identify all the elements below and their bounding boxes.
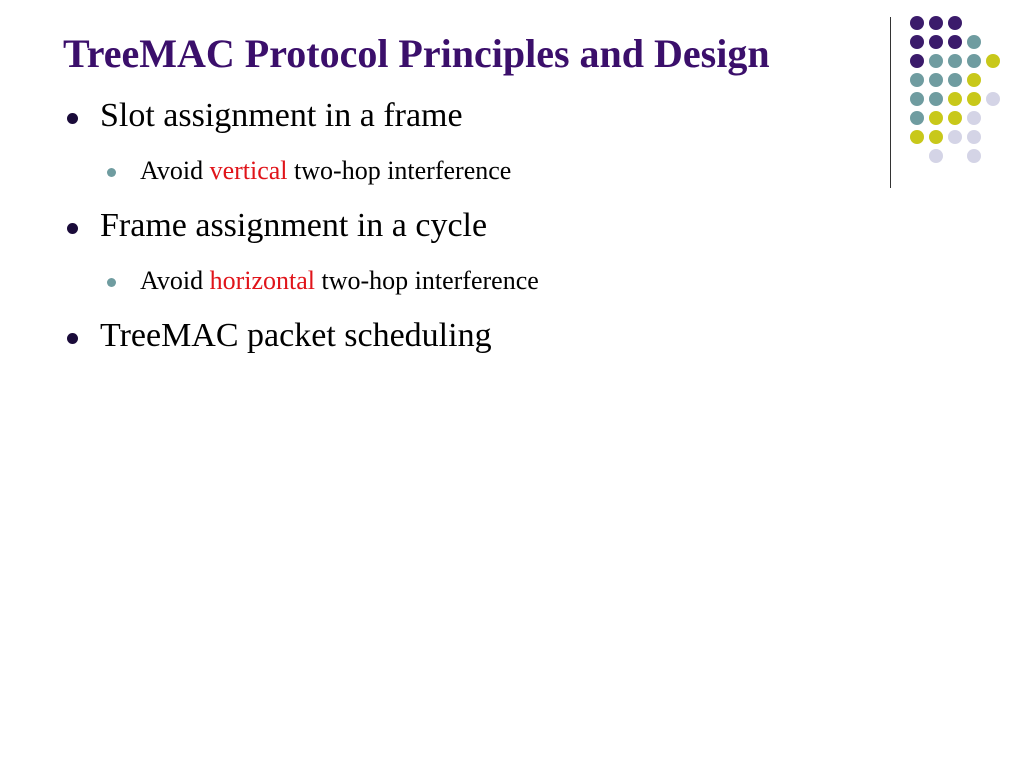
decor-dot bbox=[948, 92, 962, 106]
decor-dot bbox=[929, 149, 943, 163]
decor-dot bbox=[910, 16, 924, 30]
bullet-item: Slot assignment in a frame bbox=[100, 97, 463, 134]
decor-dot bbox=[910, 111, 924, 125]
bullet-dot-icon bbox=[67, 223, 78, 234]
decor-dot bbox=[967, 35, 981, 49]
decor-dot bbox=[967, 92, 981, 106]
decor-dot bbox=[948, 16, 962, 30]
sub-bullet-item bbox=[140, 265, 539, 296]
decor-dot bbox=[929, 16, 943, 30]
decor-dot bbox=[929, 92, 943, 106]
decor-dot bbox=[910, 130, 924, 144]
decor-dot bbox=[929, 54, 943, 68]
decor-dot bbox=[967, 73, 981, 87]
decor-dot bbox=[948, 54, 962, 68]
decor-dot bbox=[929, 111, 943, 125]
decor-dot bbox=[967, 130, 981, 144]
decor-dot bbox=[929, 130, 943, 144]
sub-bullet-suffix: two-hop interference bbox=[321, 266, 539, 295]
bullet-item: Frame assignment in a cycle bbox=[100, 207, 488, 244]
decor-dot bbox=[929, 73, 943, 87]
decor-dot bbox=[948, 111, 962, 125]
sub-bullet-highlight: vertical bbox=[209, 156, 288, 185]
decor-dot bbox=[948, 130, 962, 144]
decor-dot bbox=[910, 54, 924, 68]
decor-dot bbox=[967, 149, 981, 163]
decor-dot bbox=[929, 35, 943, 49]
bullet-dot-icon bbox=[67, 113, 78, 124]
decor-dot bbox=[910, 73, 924, 87]
sub-bullet-prefix: Avoid bbox=[140, 266, 204, 295]
decor-dot bbox=[910, 92, 924, 106]
bullet-dot-icon bbox=[67, 333, 78, 344]
sub-bullet-item bbox=[140, 155, 511, 186]
decor-dot bbox=[910, 35, 924, 49]
decor-dot bbox=[986, 92, 1000, 106]
sub-bullet-suffix: two-hop interference bbox=[294, 156, 512, 185]
sub-bullet-dot-icon bbox=[107, 278, 116, 287]
decor-dot bbox=[967, 111, 981, 125]
slide-title: TreeMAC Protocol Principles and Design bbox=[63, 31, 770, 76]
bullet-item: TreeMAC packet scheduling bbox=[100, 317, 492, 354]
sub-bullet-highlight: horizontal bbox=[209, 266, 315, 295]
decor-dot bbox=[948, 35, 962, 49]
decor-dot bbox=[986, 54, 1000, 68]
decor-dot bbox=[948, 73, 962, 87]
sub-bullet-prefix: Avoid bbox=[140, 156, 204, 185]
decor-dot bbox=[967, 54, 981, 68]
sub-bullet-dot-icon bbox=[107, 168, 116, 177]
